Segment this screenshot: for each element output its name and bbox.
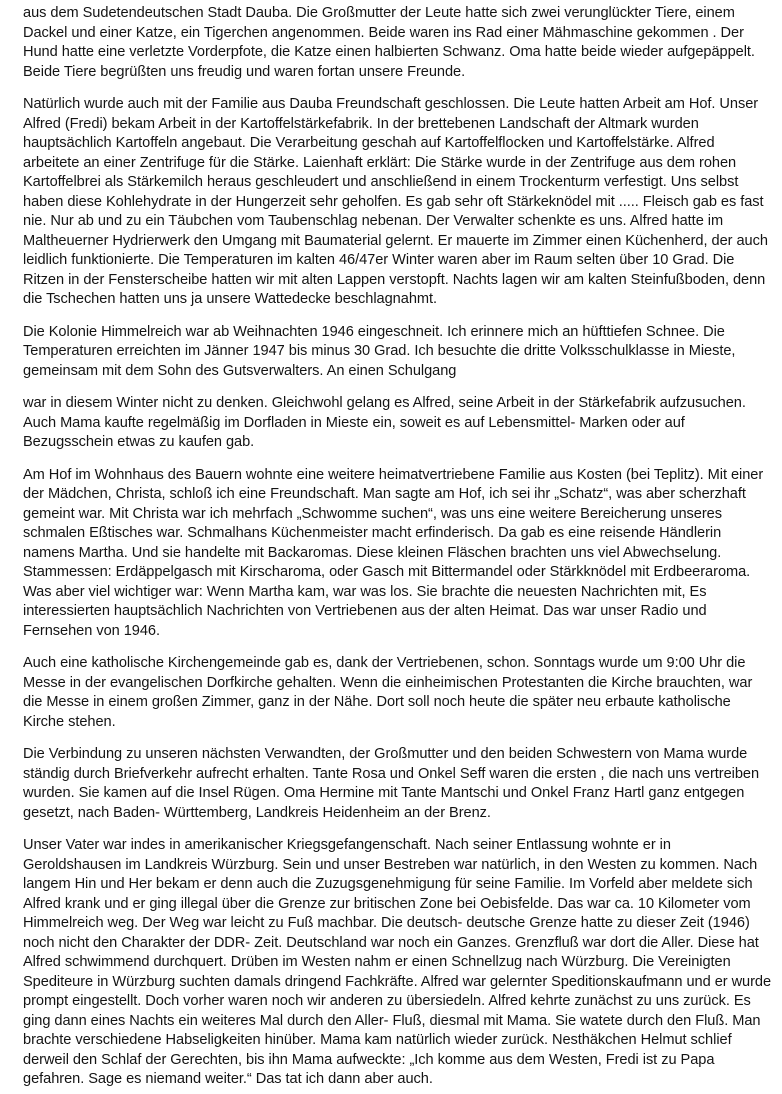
paragraph-father-west: Unser Vater war indes in amerikanischer Kriegsgefangenschaft. Nach seiner Entlassung wohnte er in Geroldshausen im Landkreis Würzburg. Sein und unser Bestreben war natürlich, in den Westen zu kommen. Nach langem Hin und Her bekam er denn auch die Zuzugsgenehmigung für seine Familie. Im Vorfeld aber meldete sich Alfred krank und er ging illegal über die Grenze zur britischen Zone bei Oebisfelde. Das war ca. 10 Kilometer vom Himmelreich weg. Der Weg war leicht zu Fuß machbar. Die deutsch- deutsche Grenze hatte zu dieser Zeit (1946) noch nicht den Charakter der DDR- Zeit. Deutschland war noch ein Ganzes. Grenzfluß war dort die Aller. Diese hat Alfred schwimmend durchquert. Drüben im Westen nahm er einen Schnellzug nach Würzburg. Die Vereinigten Spediteure in Würzburg suchten damals dringend Fachkräfte. Alfred war gelernter Speditionskaufmann und er wurde prompt eingestellt. Doch vorher waren noch wir anderen zu übersiedeln. Alfred kehrte zunächst zu uns zurück. Es ging dann eines Nachts ein weiteres Mal durch den Aller- Fluß, diesmal mit Mama. Sie watete durch den Fluß. Man brachte verschiedene Habseligkeiten hinüber. Mama kam natürlich wieder zurück. Nesthäkchen Helmut schlief derweil den Schlaf der Gerechten, bis ihn Mama aufweckte: „Ich komme aus dem Westen, Fredi ist zu Papa gefahren. Sage es niemand weiter.“ Das tat ich dann aber auch. xyxy=(23,837,772,1087)
paragraph-snow-winter: Die Kolonie Himmelreich war ab Weihnachten 1946 eingeschneit. Ich erinnere mich an hüfttiefen Schnee. Die Temperaturen erreichten im Jänner 1947 bis minus 30 Grad. Ich besuchte die dritte Volksschulklasse in Mieste, gemeinsam mit dem Sohn des Gutsverwalters. An einen Schulgang xyxy=(23,323,736,379)
paragraph-winter-continued: war in diesem Winter nicht zu denken. Gleichwohl gelang es Alfred, seine Arbeit in der Stärkefabrik aufzusuchen. Auch Mama kaufte regelmäßig im Dorfladen in Mieste ein, soweit es auf Lebensmittel- Marken oder auf Bezugsschein etwas zu kaufen gab. xyxy=(23,395,746,450)
paragraph-dauba-animals: aus dem Sudetendeutschen Stadt Dauba. Die Großmutter der Leute hatte sich zwei verunglückter Tiere, einem Dackel und einer Katze, ein Tigerchen angenommen. Beide waren ins Rad einer Mähmaschine gekommen . Der Hund hatte eine verletzte Vorderpfote, die Katze einen halbierten Schwanz. Oma hatte beide wieder aufgepäppelt. Beide Tiere begrüßten uns freudig und waren fortan unsere Freunde. xyxy=(23,5,755,80)
paragraph-friendship-work: Natürlich wurde auch mit der Familie aus Dauba Freundschaft geschlossen. Die Leute hatten Arbeit am Hof. Unser Alfred (Fredi) bekam Arbeit in der Kartoffelstärkefabrik. In der brettebenen Landschaft der Altmark wurden hauptsächlich Kartoffeln angebaut. Die Verarbeitung geschah auf Kartoffelflocken und Kartoffelstärke. Alfred arbeitete an einer Zentrifuge für die Stärke. Laienhaft erklärt: Die Stärke wurde in der Zentrifuge aus dem rohen Kartoffelbrei als Stärkemilch heraus geschleudert und anschließend in einem Trockenturm verfestigt. Uns selbst haben diese Kohlehydrate in der Hungerzeit sehr geholfen. Es gab sehr oft Stärkeknödel mit ..... Fleisch gab es fast nie. Nur ab und zu ein Täubchen vom Taubenschlag nebenan. Der Verwalter schenkte es uns. Alfred hatte im Maltheuerner Hydrierwerk den Umgang mit Baumaterial gelernt. Er mauerte im Zimmer einen Küchenherd, der auch leidlich funktionierte. Die Temperaturen im kalten 46/47er Winter waren aber im Raum selten über 10 Grad. Die Ritzen in der Fensterscheibe hatten wir mit alten Lappen verstopft. Nachts lagen wir am kalten Steinfußboden, denn die Tschechen hatten uns ja unsere Wattedecke beschlagnahmt. xyxy=(23,96,768,307)
paragraph-christa-martha: Am Hof im Wohnhaus des Bauern wohnte eine weitere heimatvertriebene Familie aus Kosten (bei Teplitz). Mit einer der Mädchen, Christa, schloß ich eine Freundschaft. Man sagte am Hof, ich sei ihr „Schatz“, was aber scherzhaft gemeint war. Mit Christa war ich mehrfach „Schwomme suchen“, was uns eine weitere Bereicherung unseres schmalen Eßtisches war. Schmalhans Küchenmeister macht erfinderisch. Da gab es eine reisende Händlerin namens Martha. Und sie handelte mit Backaromas. Diese kleinen Fläschen brachten uns viel Abwechselung. Stammessen: Erdäppelgasch mit Kirscharoma, oder Gasch mit Bittermandel oder Stärkknödel mit Erdbeeraroma. Was aber viel wichtiger war: Wenn Martha kam, war was los. Sie brachte die neuesten Nachrichten mit, Es interessierten hauptsächlich Nachrichten von Vertriebenen aus der alten Heimat. Das war unser Radio und Fernsehen von 1946. xyxy=(23,466,764,639)
paragraph-catholic-church: Auch eine katholische Kirchengemeinde gab es, dank der Vertriebenen, schon. Sonntags wurde um 9:00 Uhr die Messe in der evangelischen Dorfkirche gehalten. Wenn die einheimischen Protestanten die Kirche brauchten, war die Messe in einem großen Zimmer, ganz in der Nähe. Dort soll noch heute die später neu erbaute katholische Kirche stehen. xyxy=(23,655,753,730)
paragraph-relatives: Die Verbindung zu unseren nächsten Verwandten, der Großmutter und den beiden Schwestern von Mama wurde ständig durch Briefverkehr aufrecht erhalten. Tante Rosa und Onkel Seff waren die ersten , die nach uns vertreiben wurden. Sie kamen auf die Insel Rügen. Oma Hermine mit Tante Mantschi und Onkel Franz Hartl ganz entgegen gesetzt, nach Baden- Württemberg, Landkreis Heidenheim an der Brenz. xyxy=(23,746,760,821)
